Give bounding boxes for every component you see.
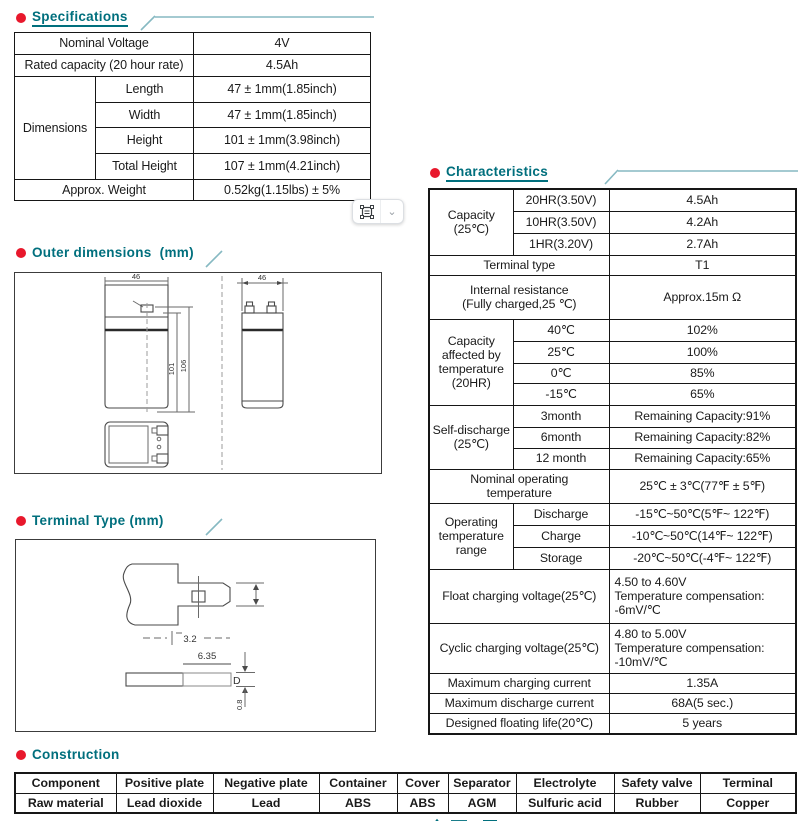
char-label-floating-life: Designed floating life(20℃) — [429, 713, 609, 734]
char-cond: -15℃ — [513, 383, 609, 405]
table-row — [15, 33, 371, 55]
spec-label-weight: Approx. Weight — [15, 180, 194, 201]
char-cond: 12 month — [513, 448, 609, 469]
char-value: T1 — [609, 255, 796, 275]
dim-label-d: D — [233, 675, 241, 687]
spec-label-width: Width — [96, 103, 194, 128]
char-value: -10℃~50℃(14℉~ 122℉) — [609, 525, 796, 547]
construction-header: Safety valve — [614, 773, 700, 793]
char-value: 4.5Ah — [609, 189, 796, 211]
table-row — [429, 569, 796, 623]
terminal-strip-drawing — [126, 651, 255, 710]
dim-label-width: 6.35 — [197, 651, 217, 662]
label-line: Internal resistance — [469, 282, 569, 297]
spec-value-weight: 0.52kg(1.15lbs) ± 5% — [194, 180, 371, 201]
table-row — [429, 713, 796, 734]
table-row — [429, 275, 796, 319]
heading-rule-decoration — [138, 12, 378, 34]
spec-value-total-height: 107 ± 1mm(4.21inch) — [194, 154, 371, 180]
value-line: Temperature compensation: — [614, 640, 765, 655]
char-value: -15℃~50℃(5℉~ 122℉) — [609, 503, 796, 525]
dim-label-height-outer: 106 — [179, 359, 188, 373]
char-value: 102% — [609, 319, 796, 341]
char-value: 5 years — [609, 713, 796, 734]
table-row — [15, 773, 796, 793]
outer-dimensions-drawing — [15, 273, 381, 473]
cutoff-next-section-fragment — [427, 812, 517, 821]
table-row — [429, 319, 796, 341]
construction-header: Cover — [397, 773, 448, 793]
label-line: Capacity — [447, 208, 495, 223]
construction-header: Container — [319, 773, 397, 793]
label-line: range — [455, 543, 487, 558]
char-value: 100% — [609, 341, 796, 363]
char-value: 85% — [609, 363, 796, 383]
char-cond: Storage — [513, 547, 609, 569]
label-line: (20HR) — [451, 376, 491, 391]
construction-header: Component — [15, 773, 116, 793]
construction-header: Electrolyte — [516, 773, 614, 793]
char-value: 2.7Ah — [609, 233, 796, 255]
terminal-profile-drawing — [123, 564, 264, 625]
heading-rule-decoration — [602, 166, 802, 188]
section-title: Specifications — [32, 9, 128, 27]
table-row — [429, 189, 796, 211]
section-title: Terminal Type (mm) — [32, 513, 164, 528]
construction-value: ABS — [319, 793, 397, 813]
char-value-cyclic-charging — [609, 623, 796, 673]
value-line: -6mV/℃ — [614, 603, 661, 618]
section-title: Construction — [32, 747, 120, 762]
char-cond: 1HR(3.20V) — [513, 233, 609, 255]
label-line: affected by — [441, 347, 501, 362]
char-cond: 0℃ — [513, 363, 609, 383]
char-label-internal-resistance — [429, 275, 609, 319]
char-label-self-discharge — [429, 405, 513, 469]
table-row — [15, 77, 371, 103]
char-label-terminal-type: Terminal type — [429, 255, 609, 275]
terminal-type-panel — [15, 539, 376, 732]
char-value: Approx.15m Ω — [609, 275, 796, 319]
tab-thickness-dimension — [143, 631, 230, 645]
outer-dimensions-heading — [16, 245, 194, 260]
construction-value: Raw material — [15, 793, 116, 813]
table-select-icon — [359, 204, 375, 220]
cutoff-glyph-tops — [427, 816, 517, 821]
spec-value-length: 47 ± 1mm(1.85inch) — [194, 77, 371, 103]
heading-slash-decoration — [203, 248, 227, 270]
table-row — [429, 673, 796, 693]
dim-label-height-inner: 101 — [167, 362, 176, 376]
table-row — [429, 623, 796, 673]
char-cond: 10HR(3.50V) — [513, 211, 609, 233]
chevron-down-icon[interactable]: ⌄ — [380, 200, 403, 223]
char-value: Remaining Capacity:82% — [609, 427, 796, 448]
char-cond: 20HR(3.50V) — [513, 189, 609, 211]
spec-label-dimensions: Dimensions — [15, 77, 96, 180]
table-row — [15, 55, 371, 77]
table-row — [429, 255, 796, 275]
spec-value-rated-capacity: 4.5Ah — [194, 55, 371, 77]
spec-label-height: Height — [96, 128, 194, 154]
red-bullet-icon — [16, 248, 26, 258]
terminal-type-drawing — [16, 540, 375, 731]
spec-value-height: 101 ± 1mm(3.98inch) — [194, 128, 371, 154]
char-cond: 40℃ — [513, 319, 609, 341]
table-row — [15, 793, 796, 813]
label-line: temperature — [438, 362, 504, 376]
char-value: 25℃ ± 3℃(77℉ ± 5℉) — [609, 469, 796, 503]
label-line: (25℃) — [453, 222, 489, 237]
spec-label-length: Length — [96, 77, 194, 103]
red-bullet-icon — [16, 750, 26, 760]
char-label-capacity-temp — [429, 319, 513, 405]
front-view-drawing — [105, 273, 195, 414]
outer-dimensions-panel — [14, 272, 382, 474]
characteristics-heading — [430, 164, 548, 182]
value-line: 4.80 to 5.00V — [614, 626, 687, 641]
dim-label-tab: 3.2 — [183, 634, 197, 645]
construction-header: Negative plate — [213, 773, 319, 793]
char-value: Remaining Capacity:65% — [609, 448, 796, 469]
spec-label-nominal-voltage: Nominal Voltage — [15, 33, 194, 55]
dim-label-thickness: 0.8 — [235, 699, 244, 710]
construction-value: Lead dioxide — [116, 793, 213, 813]
label-line: temperature — [486, 486, 552, 500]
red-bullet-icon — [16, 516, 26, 526]
char-value: -20℃~50℃(-4℉~ 122℉) — [609, 547, 796, 569]
char-label-max-charging: Maximum charging current — [429, 673, 609, 693]
char-label-float-charging: Float charging voltage(25℃) — [429, 569, 609, 623]
char-cond: 25℃ — [513, 341, 609, 363]
char-value: 68A(5 sec.) — [609, 693, 796, 713]
char-label-capacity — [429, 189, 513, 255]
table-select-button[interactable] — [353, 200, 380, 223]
value-line: -10mV/℃ — [614, 655, 668, 670]
construction-value: AGM — [448, 793, 516, 813]
spec-label-total-height: Total Height — [96, 154, 194, 180]
char-label-max-discharge: Maximum discharge current — [429, 693, 609, 713]
char-value: 65% — [609, 383, 796, 405]
spec-value-nominal-voltage: 4V — [194, 33, 371, 55]
dim-label-front-width: 46 — [131, 273, 141, 281]
label-line: Self-discharge — [432, 422, 510, 437]
char-label-nominal-temp — [429, 469, 609, 503]
char-label-cyclic-charging: Cyclic charging voltage(25℃) — [429, 623, 609, 673]
table-row — [15, 180, 371, 201]
construction-heading — [16, 747, 120, 762]
char-value: 4.2Ah — [609, 211, 796, 233]
spec-value-width: 47 ± 1mm(1.85inch) — [194, 103, 371, 128]
table-row — [429, 405, 796, 427]
construction-header: Separator — [448, 773, 516, 793]
value-line: Temperature compensation: — [614, 588, 765, 603]
label-line: Capacity — [447, 333, 495, 348]
table-capture-widget[interactable] — [352, 199, 404, 224]
spec-label-rated-capacity: Rated capacity (20 hour rate) — [15, 55, 194, 77]
heading-slash-decoration — [203, 516, 227, 538]
label-line: (Fully charged,25 ℃) — [462, 297, 577, 311]
char-cond: 3month — [513, 405, 609, 427]
construction-header: Terminal — [700, 773, 796, 793]
characteristics-table — [428, 188, 797, 735]
char-cond: Discharge — [513, 503, 609, 525]
table-row — [429, 469, 796, 503]
terminal-type-heading — [16, 513, 164, 528]
label-line: (25℃) — [453, 437, 489, 451]
value-line: 4.50 to 4.60V — [614, 574, 687, 589]
char-value-float-charging — [609, 569, 796, 623]
construction-value: Lead — [213, 793, 319, 813]
char-cond: Charge — [513, 525, 609, 547]
dim-label-side-width: 46 — [257, 273, 267, 282]
table-row — [429, 693, 796, 713]
construction-value: Rubber — [614, 793, 700, 813]
construction-table — [14, 772, 797, 814]
construction-value: ABS — [397, 793, 448, 813]
char-value: 1.35A — [609, 673, 796, 693]
specifications-table — [14, 32, 371, 201]
label-line: Nominal operating — [470, 471, 569, 486]
section-title: Characteristics — [446, 164, 548, 182]
construction-value: Sulfuric acid — [516, 793, 614, 813]
top-view-drawing — [105, 422, 168, 467]
red-bullet-icon — [16, 13, 26, 23]
char-value: Remaining Capacity:91% — [609, 405, 796, 427]
char-label-operating-range — [429, 503, 513, 569]
section-title: Outer dimensions (mm) — [32, 245, 194, 260]
label-line: temperature — [438, 528, 504, 543]
red-bullet-icon — [430, 168, 440, 178]
specifications-heading — [16, 9, 128, 27]
construction-value: Copper — [700, 793, 796, 813]
table-row — [429, 503, 796, 525]
label-line: Operating — [444, 514, 498, 529]
side-view-drawing — [237, 273, 288, 408]
construction-header: Positive plate — [116, 773, 213, 793]
char-cond: 6month — [513, 427, 609, 448]
